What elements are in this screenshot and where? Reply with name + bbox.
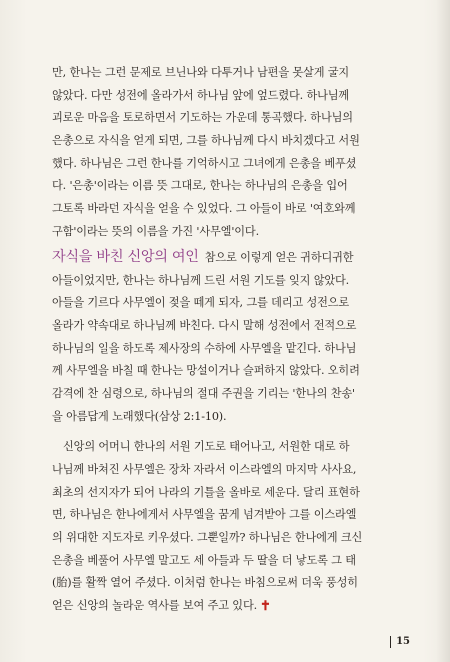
- last-text-line: [52, 595, 416, 618]
- text-line: 은총을 베풀어 사무엘 말고도 세 아들과 두 딸을 더 낳도록 그 태: [52, 553, 356, 567]
- text-line: 의 위대한 지도자로 키우셨다. 그뿐일까? 하나님은 한나에게 크신: [52, 531, 363, 545]
- page-edge-shadow: [436, 0, 450, 662]
- text-line: 얻은 신앙의 놀라운 역사를 보여 주고 있다.: [52, 599, 258, 613]
- text-line: 면, 하나님은 한나에게서 사무엘을 꿈게 넘겨받아 그를 이스라엘: [52, 508, 357, 522]
- text-line: 감격에 찬 심령으로, 하나님의 절대 주권을 기리는 '한나의 찬송': [52, 386, 355, 400]
- section-subheading: 자식을 바친 신앙의 여인: [52, 248, 199, 265]
- text-line: 다. '은총'이라는 이름 뜻 그대로, 한나는 하나님의 은총을 입어: [52, 179, 348, 193]
- text-line: 않았다. 다만 성전에 올라가서 하나님 앞에 엎드렸다. 하나님께: [52, 88, 350, 102]
- text-line: 그토록 바라던 자식을 얻을 수 있었다. 그 아들이 바로 '여호와께: [52, 202, 356, 216]
- text-line: 참으로 이렇게 얻은 귀하디귀한: [204, 250, 354, 264]
- body-text: [52, 62, 416, 618]
- text-line: 올라가 약속대로 하나님께 바친다. 다시 말해 성전에서 전적으로: [52, 318, 357, 332]
- text-line: (胎)를 활짝 열어 주셨다. 이처럼 한나는 바침으로써 더욱 풍성히: [52, 576, 358, 590]
- text-line: 께 사무엘을 바칠 때 한나는 망설이거나 슬퍼하지 않았다. 오히려: [52, 364, 360, 378]
- cross-icon: ✝: [260, 599, 271, 615]
- page-number: 15: [390, 636, 410, 648]
- text-line: 은총으로 자식을 얻게 되면, 그를 하나님께 다시 바치겠다고 서원: [52, 134, 360, 148]
- text-line: 하나님의 일을 하도록 제사장의 수하에 사무엘을 맡긴다. 하나님: [52, 341, 357, 355]
- text-line: 최초의 선지자가 되어 나라의 기틀을 올바로 세운다. 달리 표현하: [52, 485, 360, 499]
- text-line: 했다. 하나님은 그런 한나를 기억하시고 그녀에게 은총을 베푸셨: [52, 156, 357, 170]
- subheading-line: [52, 244, 416, 270]
- text-line: 을 아름답게 노래했다(삼상 2:1-10).: [52, 409, 227, 423]
- text-line: 나님께 바쳐진 사무엘은 장차 자라서 이스라엘의 마지막 사사요,: [52, 463, 357, 476]
- text-line: 괴로운 마음을 토로하면서 기도하는 가운데 통곡했다. 하나님의: [52, 111, 353, 125]
- text-line: 신앙의 어머니 한나의 서원 기도로 태어나고, 서원한 대로 하: [63, 440, 350, 454]
- text-line: 아들이었지만, 한나는 하나님께 드린 서원 기도를 잊지 않았다.: [52, 273, 350, 287]
- text-line: 구함'이라는 뜻의 이름을 가진 '사무엘'이다.: [52, 224, 259, 238]
- text-line: 만, 한나는 그런 문제로 브닌나와 다투거나 남편을 못살게 굴지: [52, 66, 350, 79]
- text-line: 아들을 기르다 사무엘이 젖을 떼게 되자, 그를 데리고 성전으로: [52, 296, 350, 310]
